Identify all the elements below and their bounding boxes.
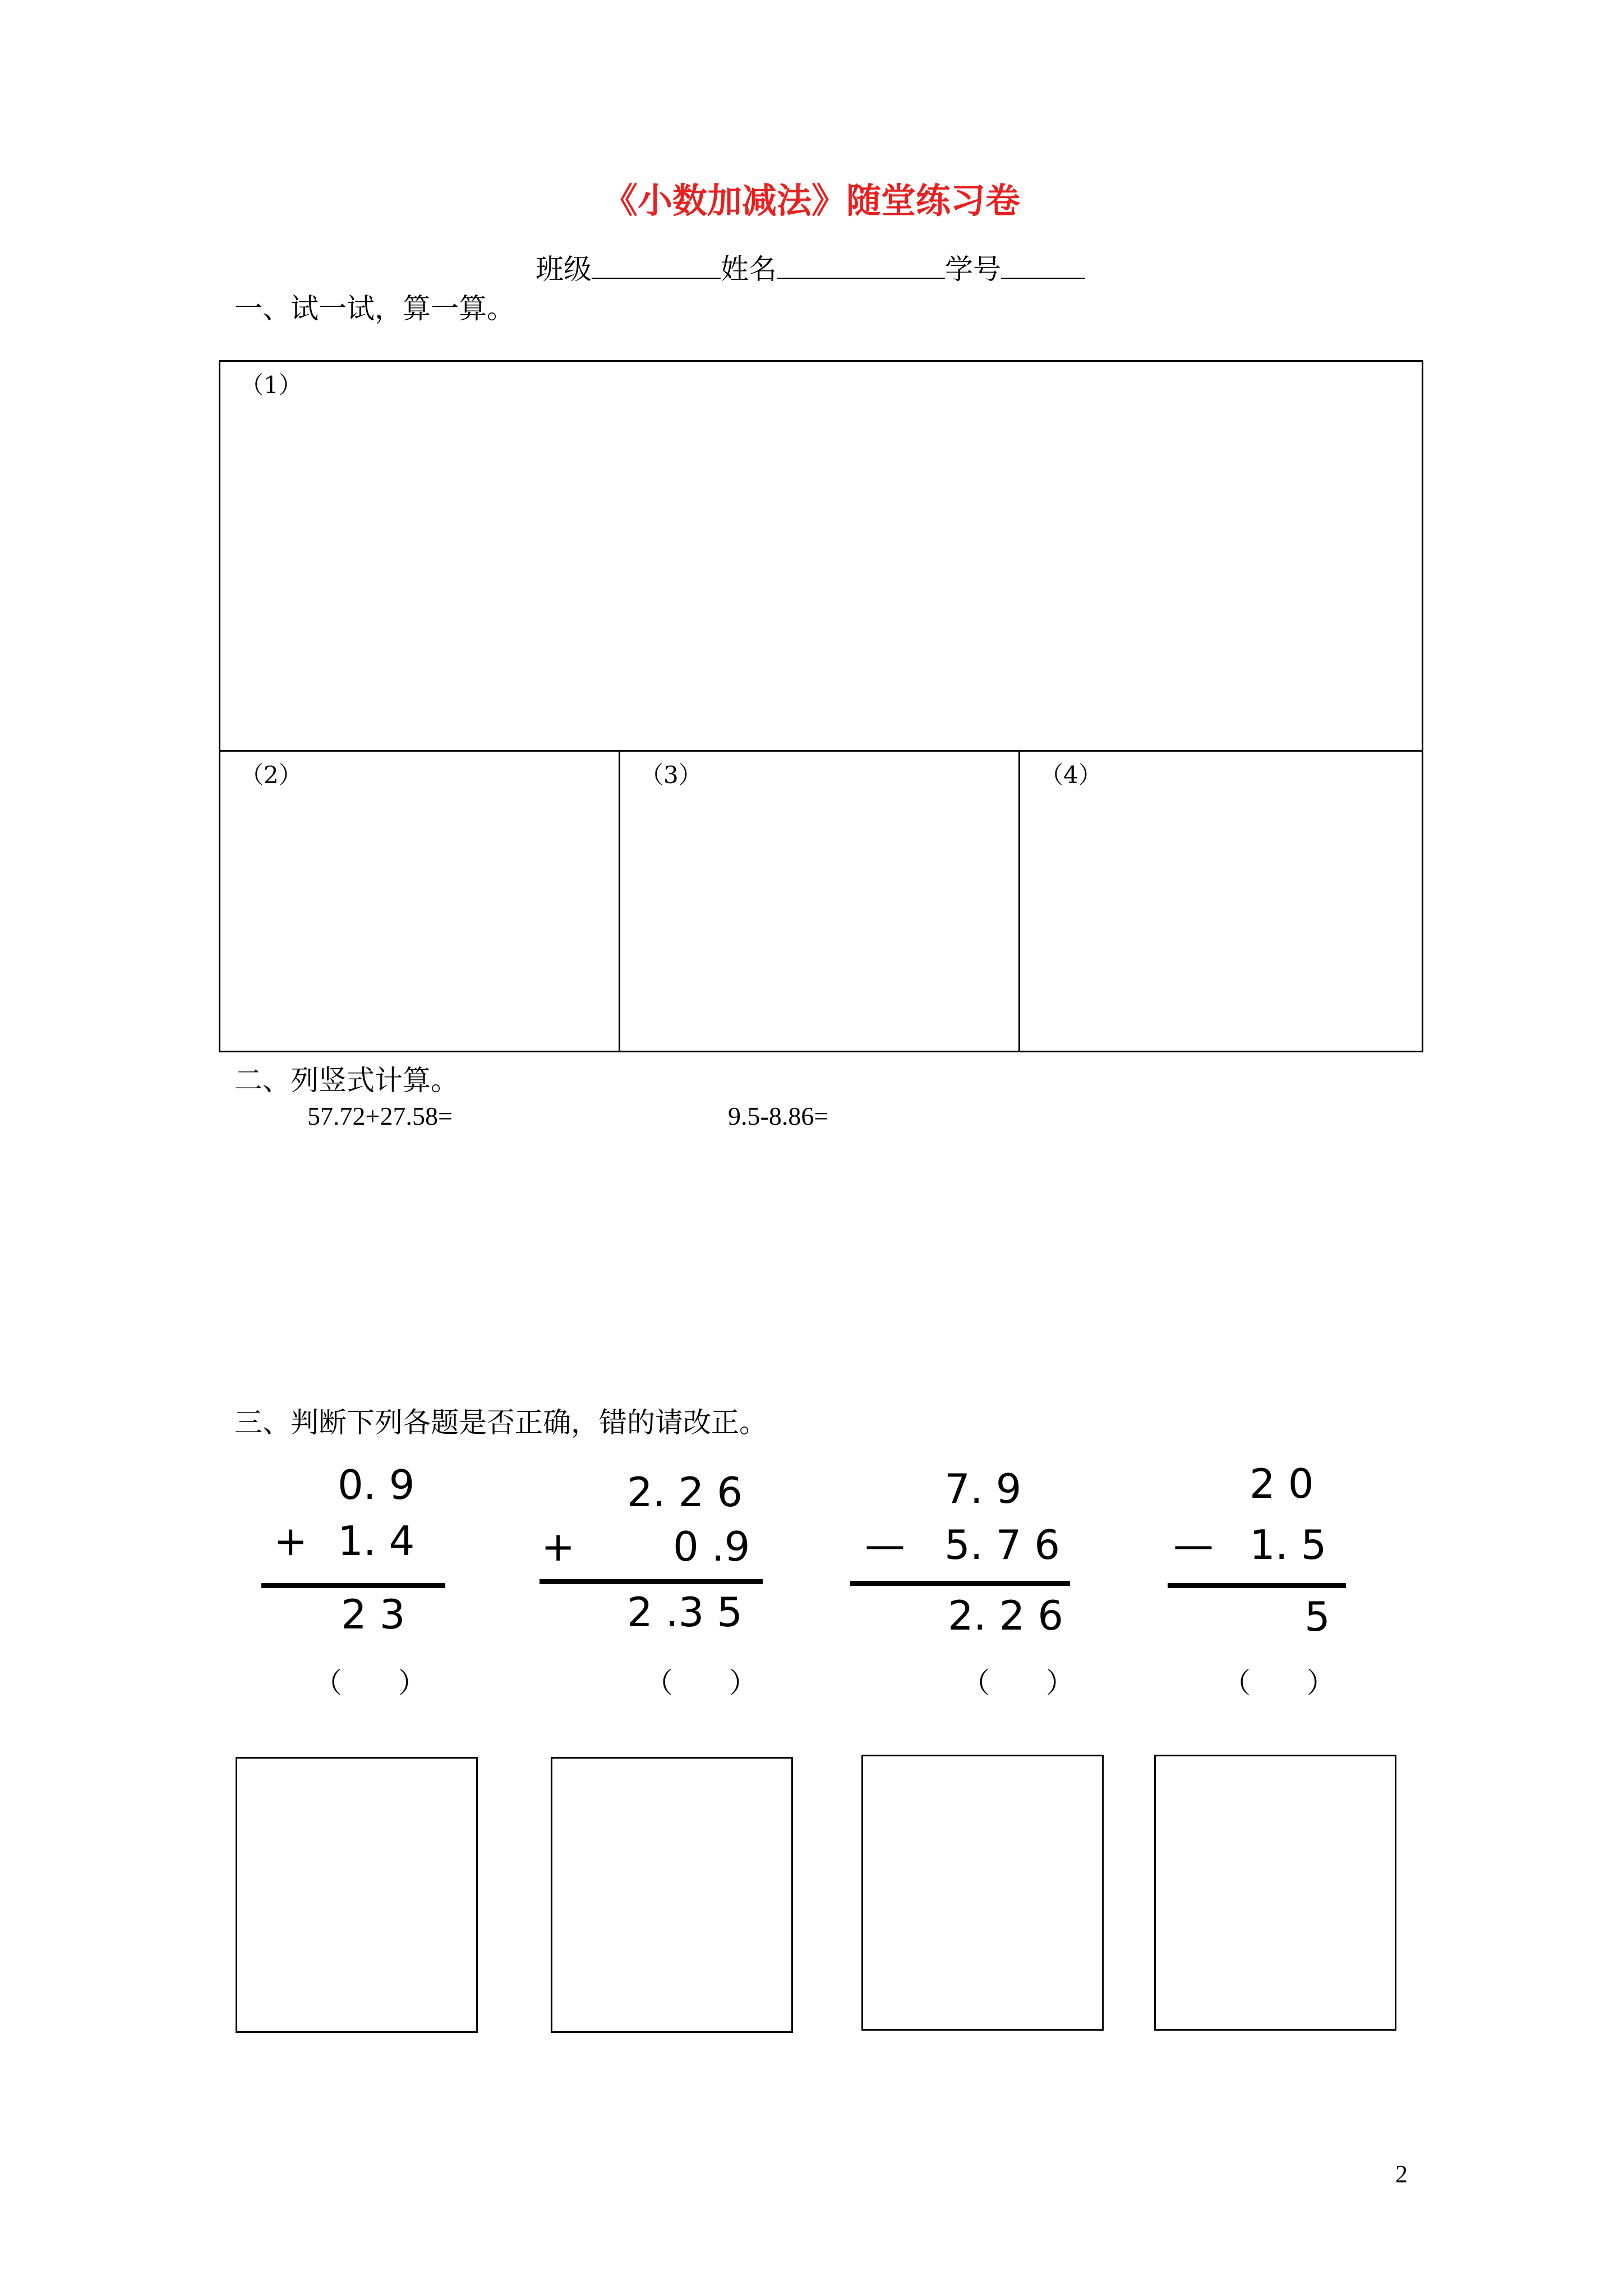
section2-heading: 二、列竖式计算。 [234,1064,459,1097]
calc-1-top: 0. 9 [338,1461,415,1508]
cell-3-label: （3） [640,761,702,789]
calc-3-top: 7. 9 [944,1465,1022,1512]
name-label: 姓名 [721,253,777,286]
calc-3-answer[interactable]: （ ） [962,1667,1074,1699]
calc-4-answer[interactable]: （ ） [1223,1667,1335,1699]
cell-2 [219,750,620,1052]
problem-1: 57.72+27.58= [307,1102,453,1130]
class-label: 班级 [536,253,592,286]
calc-2-top: 2. 2 6 [627,1469,743,1516]
calc-2-line [540,1579,763,1584]
name-blank[interactable] [777,255,945,279]
correction-box-3[interactable] [861,1755,1104,2031]
calc-1-answer[interactable]: （ ） [314,1667,426,1699]
number-label: 学号 [945,253,1001,286]
cell-1-label: （1） [240,371,302,399]
page-title: 《小数加减法》随堂练习卷 [602,180,1020,221]
cell-3 [619,750,1020,1052]
calc-4-second: 1. 5 [1249,1521,1327,1568]
minus-icon: — [865,1521,905,1568]
calc-2-second: 0 .9 [673,1523,750,1570]
student-info-line [536,247,1085,287]
correction-box-1[interactable] [236,1757,478,2033]
cell-1 [219,360,1423,752]
page-number: 2 [1395,2160,1408,2188]
calc-4-result: 5 [1304,1593,1330,1640]
calc-3-result: 2. 2 6 [948,1592,1064,1639]
class-blank[interactable] [592,255,721,279]
problem-2: 9.5-8.86= [728,1102,829,1130]
plus-icon: + [541,1523,575,1570]
calc-1-second: 1. 4 [338,1517,415,1565]
calc-2-answer[interactable]: （ ） [645,1667,757,1699]
section3-heading: 三、判断下列各题是否正确，错的请改正。 [234,1406,767,1439]
section1-heading: 一、试一试，算一算。 [234,292,515,325]
correction-box-2[interactable] [551,1757,793,2033]
correction-box-4[interactable] [1154,1755,1396,2031]
calc-2-result: 2 .3 5 [627,1589,743,1636]
work-grid [219,360,1423,1052]
calc-4-line [1168,1583,1346,1588]
calc-3-second: 5. 7 6 [944,1521,1061,1568]
number-blank[interactable] [1001,255,1085,279]
cell-4 [1018,750,1423,1052]
minus-icon: — [1173,1521,1214,1568]
calc-1-line [261,1583,445,1588]
calc-3-line [850,1581,1070,1586]
calc-1-result: 2 3 [341,1591,405,1638]
calc-4-top: 2 0 [1249,1460,1314,1507]
cell-2-label: （2） [240,761,302,789]
plus-icon: + [274,1517,308,1565]
cell-4-label: （4） [1040,761,1102,789]
